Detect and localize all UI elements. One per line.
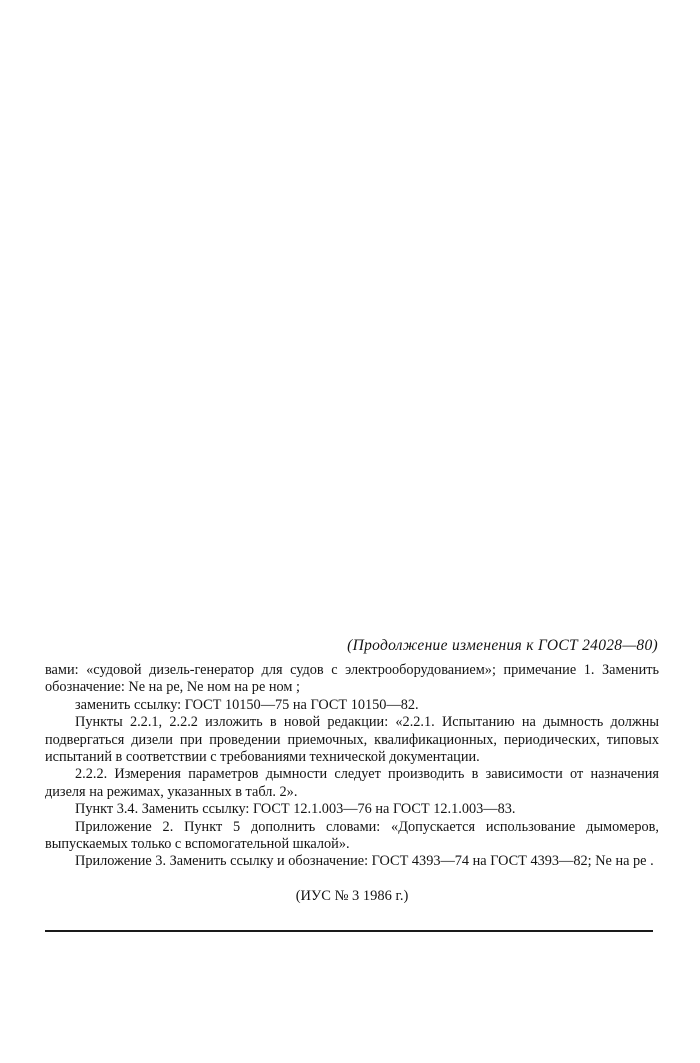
paragraph-7: Приложение 3. Заменить ссылку и обозначение: ГОСТ 4393—74 на ГОСТ 4393—82; Nе на pе . [75, 853, 654, 870]
paragraph-1: вами: «судовой дизель-генератор для судов с электрооборудованием»; примечание 1. Заменить обозначение: Nе на pе, Nе ном на pе ном ; [45, 662, 659, 696]
paragraph-4: 2.2.2. Измерения параметров дымности следует производить в зависимости от назначения дизеля на режимах, указанных в табл. 2». [45, 766, 659, 800]
continuation-header: (Продолжение изменения к ГОСТ 24028—80) [347, 637, 658, 654]
paragraph-3: Пункты 2.2.1, 2.2.2 изложить в новой редакции: «2.2.1. Испытанию на дымность должны подвергаться дизели при проведении приемочных, квалификационных, периодических, типовых испытаний в соответствии с требованиями технической документации. [45, 714, 659, 766]
source-reference: (ИУС № 3 1986 г.) [295, 888, 409, 904]
paragraph-6: Приложение 2. Пункт 5 дополнить словами: «Допускается использование дымомеров, выпускаемых только с вспомогательной шкалой». [45, 818, 659, 853]
paragraph-2: заменить ссылку: ГОСТ 10150—75 на ГОСТ 10150—82. [75, 696, 419, 713]
paragraph-5: Пункт 3.4. Заменить ссылку: ГОСТ 12.1.003—76 на ГОСТ 12.1.003—83. [75, 801, 516, 818]
document-body [45, 662, 659, 871]
bottom-rule [45, 930, 653, 932]
